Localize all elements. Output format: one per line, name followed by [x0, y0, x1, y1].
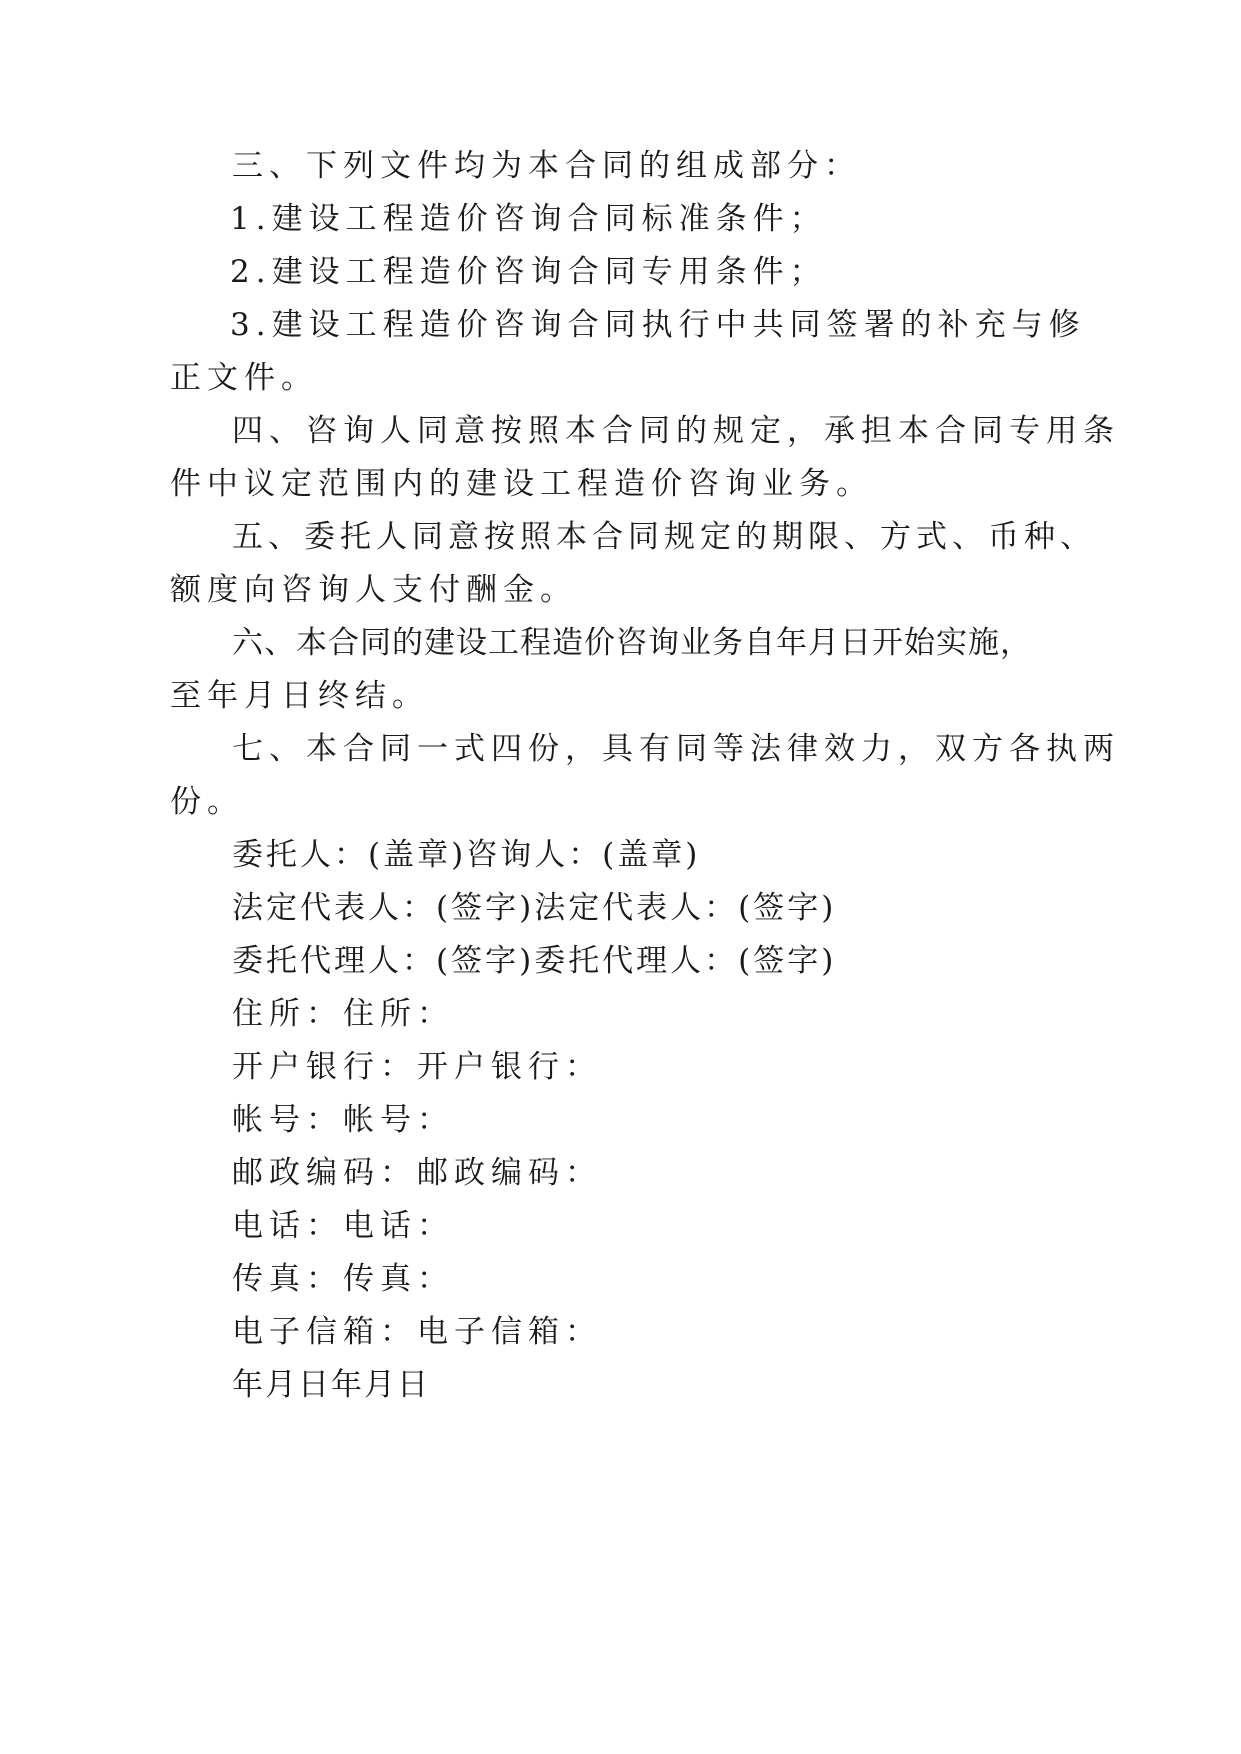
clause-3-heading: 三、下列文件均为本合同的组成部分：: [232, 148, 861, 184]
field-fax: 传真：传真：: [232, 1261, 454, 1297]
clause-7-continued: 份。: [170, 784, 244, 820]
field-account: 帐号：帐号：: [232, 1102, 454, 1138]
field-email: 电子信箱：电子信箱：: [232, 1314, 602, 1350]
clause-3-item-3: 3.建设工程造价咨询合同执行中共同签署的补充与修: [230, 307, 1086, 343]
clause-4-continued: 件中议定范围内的建设工程造价咨询业务。: [170, 466, 873, 502]
clause-3-item-3-continued: 正文件。: [170, 360, 318, 396]
clause-7: 七、本合同一式四份，具有同等法律效力，双方各执两: [232, 731, 1120, 767]
clause-4: 四、咨询人同意按照本合同的规定，承担本合同专用条: [232, 413, 1120, 449]
field-phone: 电话：电话：: [232, 1208, 454, 1244]
field-date: 年月日年月日: [232, 1367, 430, 1403]
clause-5-continued: 额度向咨询人支付酬金。: [170, 572, 577, 608]
field-postcode: 邮政编码：邮政编码：: [232, 1155, 602, 1191]
signature-authorized-agent: 委托代理人：(签字)委托代理人：(签字): [232, 943, 837, 979]
signature-legal-representative: 法定代表人：(签字)法定代表人：(签字): [232, 890, 837, 926]
clause-3-item-2: 2.建设工程造价咨询合同专用条件；: [230, 254, 827, 290]
clause-5: 五、委托人同意按照本合同规定的期限、方式、币种、: [232, 519, 1096, 555]
field-address: 住所：住所：: [232, 996, 454, 1032]
clause-6: 六、本合同的建设工程造价咨询业务自年月日开始实施，: [232, 625, 1032, 661]
signature-client-consultant: 委托人：(盖章)咨询人：(盖章): [232, 837, 701, 873]
field-bank: 开户银行：开户银行：: [232, 1049, 602, 1085]
clause-6-continued: 至年月日终结。: [170, 678, 429, 714]
clause-3-item-1: 1.建设工程造价咨询合同标准条件；: [230, 201, 827, 237]
